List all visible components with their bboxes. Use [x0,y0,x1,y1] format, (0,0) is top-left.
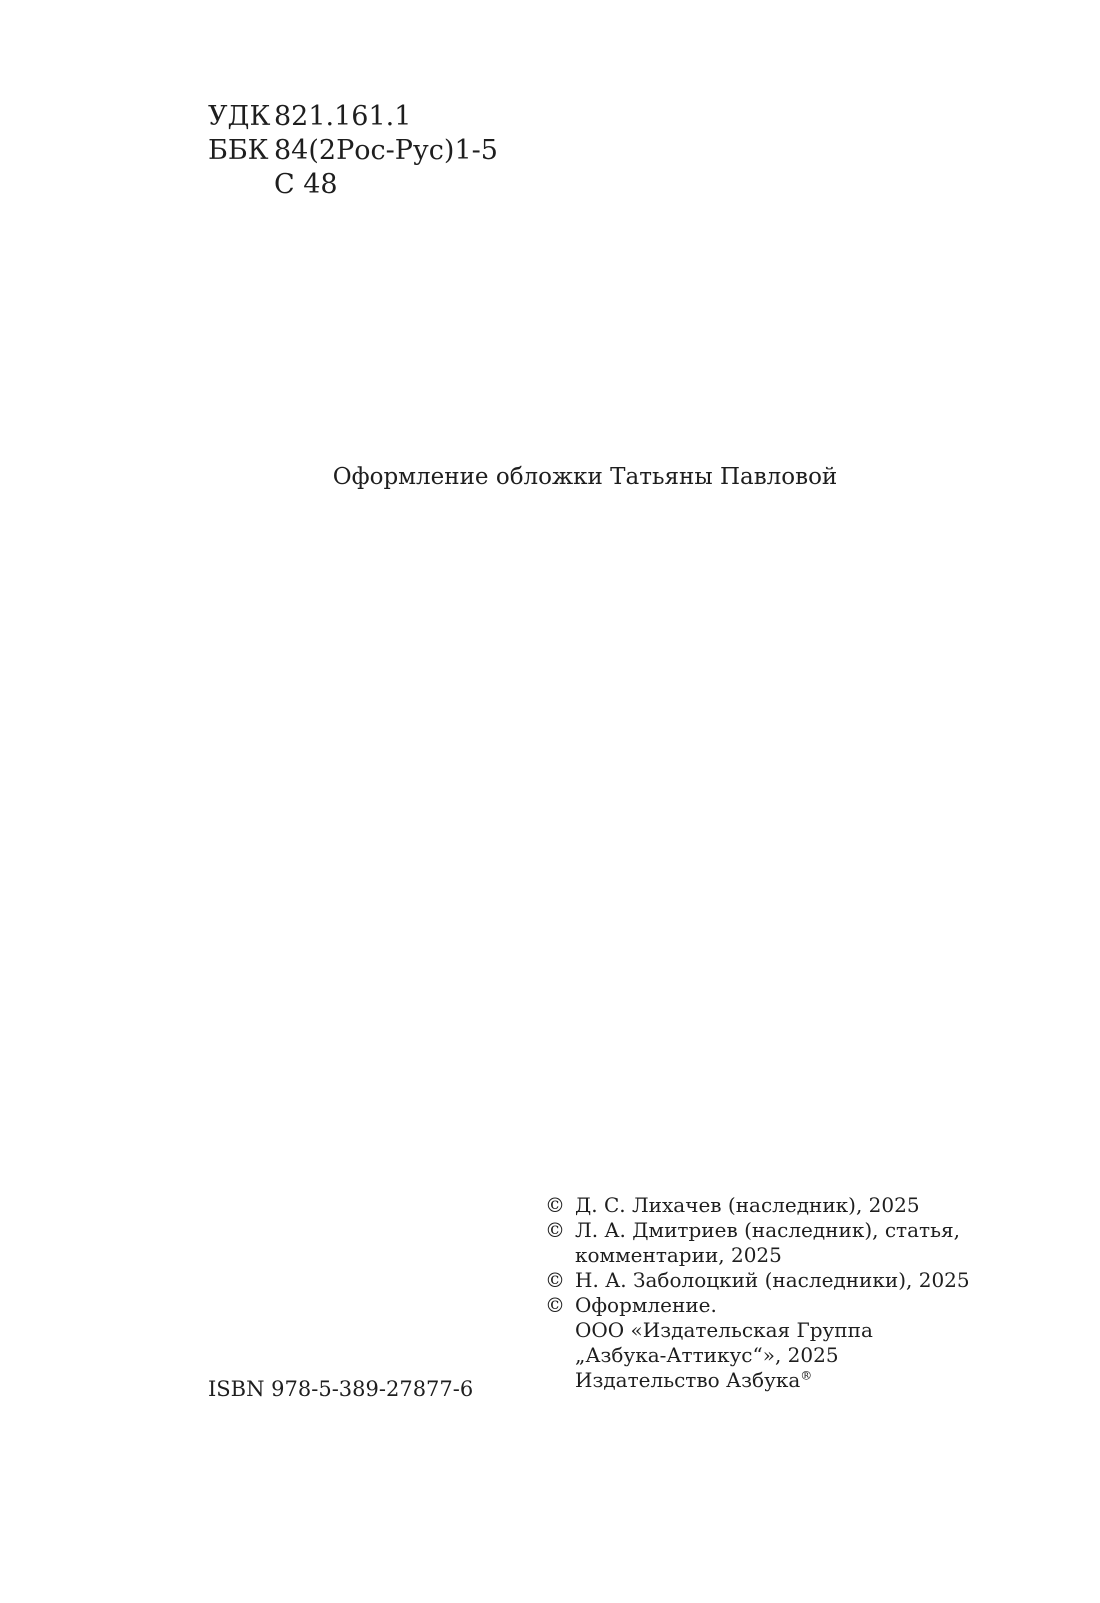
copyright-line-publisher [575,1368,873,1393]
classification-codes [208,100,498,202]
bbk-value: 84(2Рос-Рус)1-5 [274,135,498,166]
cover-design-credit: Оформление обложки Татьяны Павловой [332,464,838,490]
copyright-block [545,1193,970,1393]
registered-mark: ® [800,1368,813,1383]
copyright-line: Оформление. [575,1293,717,1317]
copyright-line: комментарии, 2025 [575,1243,782,1267]
copyright-line: Л. А. Дмитриев (наследник), статья, [575,1218,960,1242]
copyright-icon: © [545,1193,565,1217]
copyright-entry [545,1268,970,1293]
copyright-line: Н. А. Заболоцкий (наследники), 2025 [575,1268,970,1292]
copyright-entry [545,1293,970,1393]
copyright-entry [545,1193,970,1218]
bbk-row [208,134,498,168]
copyright-line: „Азбука-Аттикус“», 2025 [575,1343,839,1367]
udk-value: 821.161.1 [274,101,412,132]
copyright-icon: © [545,1293,565,1317]
copyright-line: ООО «Издательская Группа [575,1318,873,1342]
copyright-icon: © [545,1268,565,1292]
author-mark: С 48 [274,169,338,200]
udk-label: УДК [208,101,271,132]
bbk-label: ББК [208,135,269,166]
udk-row [208,100,498,134]
isbn: ISBN 978-5-389-27877-6 [208,1377,474,1401]
copyright-icon: © [545,1218,565,1242]
publisher-name: Издательство Азбука [575,1368,801,1392]
copyright-line: Д. С. Лихачев (наследник), 2025 [575,1193,920,1217]
author-mark-row [208,168,498,202]
copyright-entry [545,1218,970,1268]
